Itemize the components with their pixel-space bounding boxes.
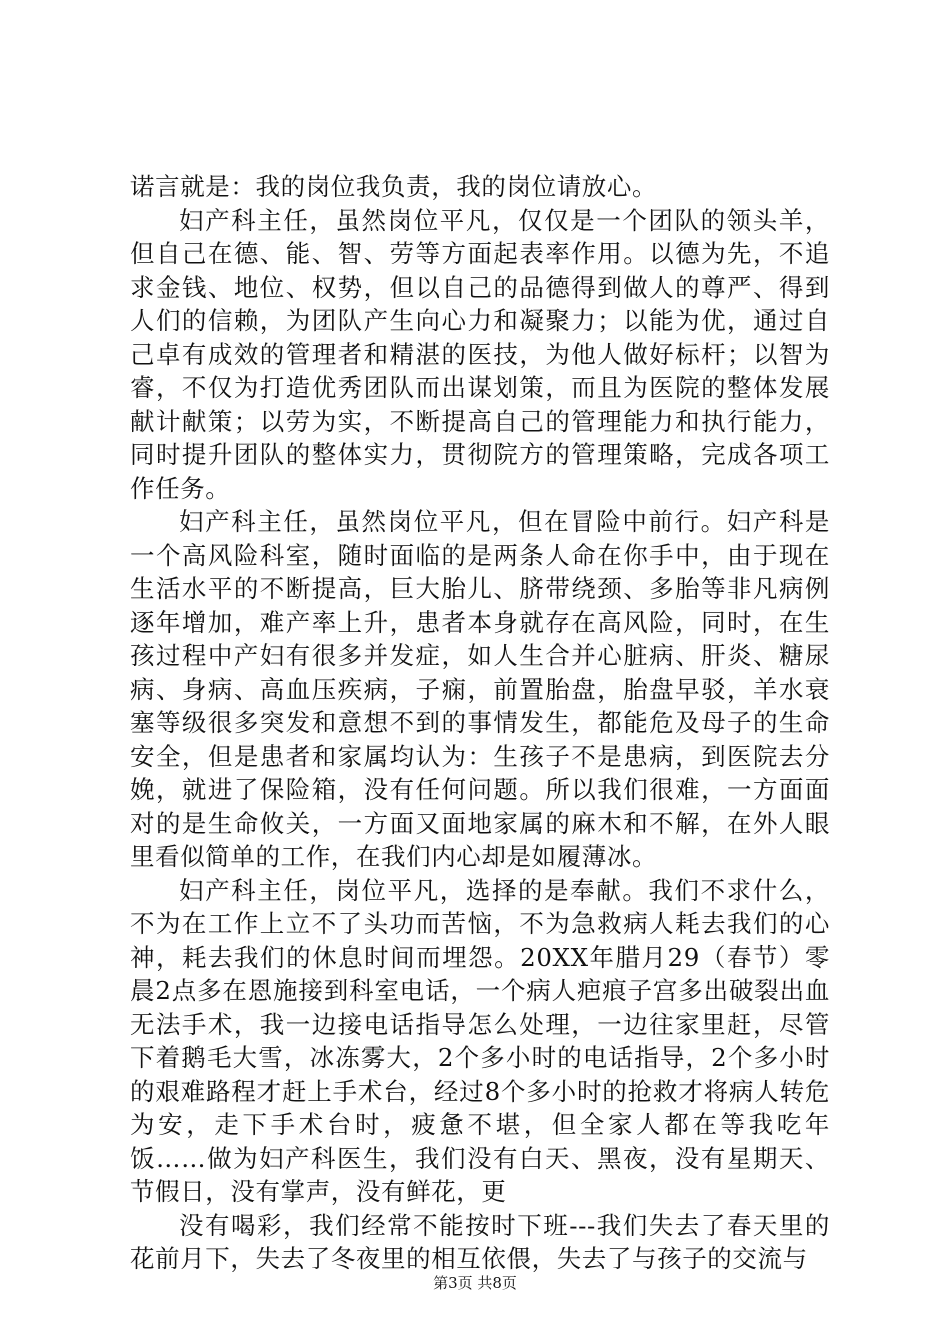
document-body bbox=[130, 170, 830, 1276]
paragraph-5: 没有喝彩，我们经常不能按时下班---我们失去了春天里的花前月下，失去了冬夜里的相互依偎，失去了与孩子的交流与 bbox=[130, 1210, 830, 1273]
paragraph-1: 诺言就是：我的岗位我负责，我的岗位请放心。 bbox=[130, 172, 658, 201]
page-footer bbox=[0, 1273, 950, 1293]
paragraph-3: 妇产科主任，虽然岗位平凡，但在冒险中前行。妇产科是一个高风险科室，随时面临的是两条人命在你手中，由于现在生活水平的不断提高，巨大胎儿、脐带绕颈、多胎等非凡病例逐年增加，难产率上升，患者本身就存在高风险，同时，在生孩过程中产妇有很多并发症，如人生合并心脏病、肝炎、糖尿病、身病、高血压疾病，子痫，前置胎盘，胎盘早驳，羊水衰塞等级很多突发和意想不到的事情发生，都能危及母子的生命安全，但是患者和家属均认为：生孩子不是患病，到医院去分娩，就进了保险箱，没有任何问题。所以我们很难，一方面面对的是生命攸关，一方面又面地家属的麻木和不解，在外人眼里看似简单的工作，在我们内心却是如履薄冰。 bbox=[130, 507, 830, 871]
paragraph-4: 妇产科主任，岗位平凡，选择的是奉献。我们不求什么，不为在工作上立不了头功而苦恼，不为急救病人耗去我们的心神，耗去我们的休息时间而埋怨。20XX年腊月29（春节）零晨2点多在恩施接到科室电话，一个病人疤痕子宫多出破裂出血无法手术，我一边接电话指导怎么处理，一边往家里赶，尽管下着鹅毛大雪，冰冻雾大，2个多小时的电话指导，2个多小时的艰难路程才赶上手术台，经过8个多小时的抢救才将病人转危为安，走下手术台时，疲惫不堪，但全家人都在等我吃年饭……做为妇产科医生，我们没有白天、黑夜，没有星期天、节假日，没有掌声，没有鲜花，更 bbox=[130, 875, 830, 1206]
page-number-label: 第3页 共8页 bbox=[433, 1274, 517, 1292]
paragraph-2: 妇产科主任，虽然岗位平凡，仅仅是一个团队的领头羊，但自己在德、能、智、劳等方面起表率作用。以德为先，不追求金钱、地位、权势，但以自己的品德得到做人的尊严、得到人们的信赖，为团队产生向心力和凝聚力；以能为优，通过自己卓有成效的管理者和精湛的医技，为他人做好标杆；以智为睿，不仅为打造优秀团队而出谋划策，而且为医院的整体发展献计献策；以劳为实，不断提高自己的管理能力和执行能力，同时提升团队的整体实力，贯彻院方的管理策略，完成各项工作任务。 bbox=[130, 205, 830, 503]
